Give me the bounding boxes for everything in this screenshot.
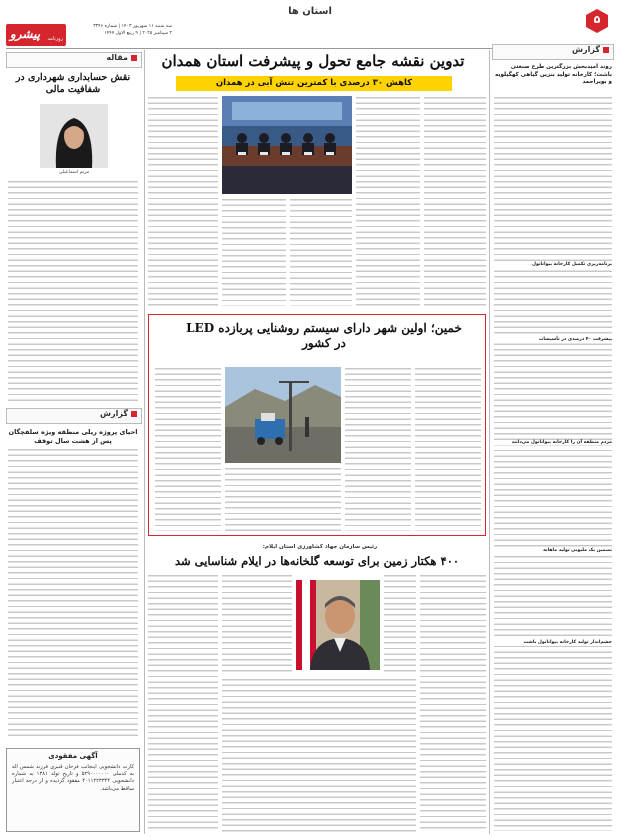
red-square-icon (603, 47, 609, 53)
section-title: استان ها (288, 6, 332, 17)
bottom-body-col (384, 574, 416, 672)
bottom-body-col (222, 574, 292, 672)
lost-notice-box (6, 748, 140, 832)
author-photo (40, 104, 108, 168)
boxed-body-col (225, 467, 341, 531)
boxed-headline: خمین؛ اولین شهر دارای سیستم روشنایی پربازده LED در کشور (186, 321, 462, 350)
right-section-header (492, 44, 614, 60)
date-line: ۲ سپتامبر ۲۰۲۵ | ۹ ربیع الاول ۱۴۴۷ (104, 30, 172, 36)
main-headline: تدوین نقشه جامع تحول و پیشرفت استان همدان (161, 52, 465, 70)
right-subhead: مردم منطقه آن را کارخانه بیواتانول می‌دانند (494, 440, 612, 445)
top-header-bar (0, 6, 620, 24)
official-portrait-photo (296, 580, 380, 670)
main-body-col (290, 198, 352, 306)
bottom-body-col (148, 574, 218, 832)
right-body-text (494, 96, 612, 831)
right-subhead: پیشرفت ۴۰ درصدی در تأسیسات (494, 337, 612, 342)
author-name: مریم اسماعیلی (58, 170, 90, 175)
conference-meeting-image (222, 96, 352, 194)
left-second-section-header (6, 408, 142, 424)
notice-title: آگهی مفقودی (48, 752, 98, 760)
street-lighting-image (225, 367, 341, 463)
boxed-body-col (155, 367, 221, 531)
column-divider (144, 50, 145, 834)
main-body-col (356, 96, 420, 306)
main-body-col (424, 96, 486, 306)
main-subheadline: کاهش ۳۰ درصدی با کمترین تنش آبی در همدان (215, 78, 413, 88)
main-body-col (222, 198, 286, 306)
left-body-text (8, 180, 138, 402)
right-headline: روند امیدبخش بزرگترین طرح صنعتی باشت؛ کارخانه تولید بنزین گیاهی کهگیلویه و بویراحمد (495, 64, 612, 86)
brand-name: پیشرو (10, 27, 41, 41)
right-subhead: تضمین یک ملیونی تولید ماهانه (494, 548, 612, 553)
author-portrait-image (40, 104, 108, 168)
boxed-body-col (415, 367, 481, 531)
date-line: سه شنبه ۱۱ شهریور ۱۴۰۳ | شماره ۳۳۴۶ (93, 24, 172, 29)
page-number: ۵ (593, 13, 601, 26)
boxed-story (148, 314, 486, 536)
red-square-icon (131, 411, 137, 417)
section-label: مقاله (106, 53, 128, 62)
led-street-photo (225, 367, 341, 463)
column-divider (489, 50, 490, 834)
brand-prefix: روزنامه (47, 36, 63, 42)
boxed-body-col (345, 367, 411, 531)
official-portrait-image (296, 580, 380, 670)
issue-date (72, 24, 172, 37)
red-square-icon (131, 55, 137, 61)
bottom-headline: ۴۰۰ هکتار زمین برای توسعه گلخانه‌ها در ایلام شناسایی شد (174, 554, 460, 568)
meeting-photo (222, 96, 352, 194)
section-label: گزارش (99, 409, 128, 418)
main-body-col (148, 96, 218, 306)
bottom-body-col (420, 574, 486, 832)
right-subhead: برنامه‌ریزی تکمیل کارخانه بیواتانول (494, 262, 612, 267)
bottom-body-col (222, 678, 416, 832)
notice-text: کارت دانشجویی اینجانب فرحان قنبری فرزند شمس اله به کدملی ۵۲۹۰۰۰۰۰۰۰ و تاریخ تولد ۱۳۸۱ به شماره دانشجویی ۴۰۱۱۲۲۳۳۴۴ مفقود گردیده و از درجه اعتبار ساقط می‌باشد. (12, 764, 134, 792)
left-headline: نقش حسابداری شهرداری در شفافیت مالی (15, 72, 131, 95)
main-subheadline-band (176, 76, 452, 91)
left-second-body (8, 448, 138, 740)
page-number-badge (584, 8, 610, 34)
bottom-kicker: رئیس سازمان جهاد کشاورزی استان ایلام: (262, 544, 378, 550)
brand-logo (6, 24, 66, 46)
right-subhead: چشم‌انداز تولید کارخانه بیواتانول باشت (494, 640, 612, 645)
section-label: گزارش (571, 45, 600, 54)
left-second-headline: احیای پروژه ریلی منطقه ویژه سلفچگان پس از هشت سال توقف (8, 428, 138, 445)
left-section-header (6, 52, 142, 68)
